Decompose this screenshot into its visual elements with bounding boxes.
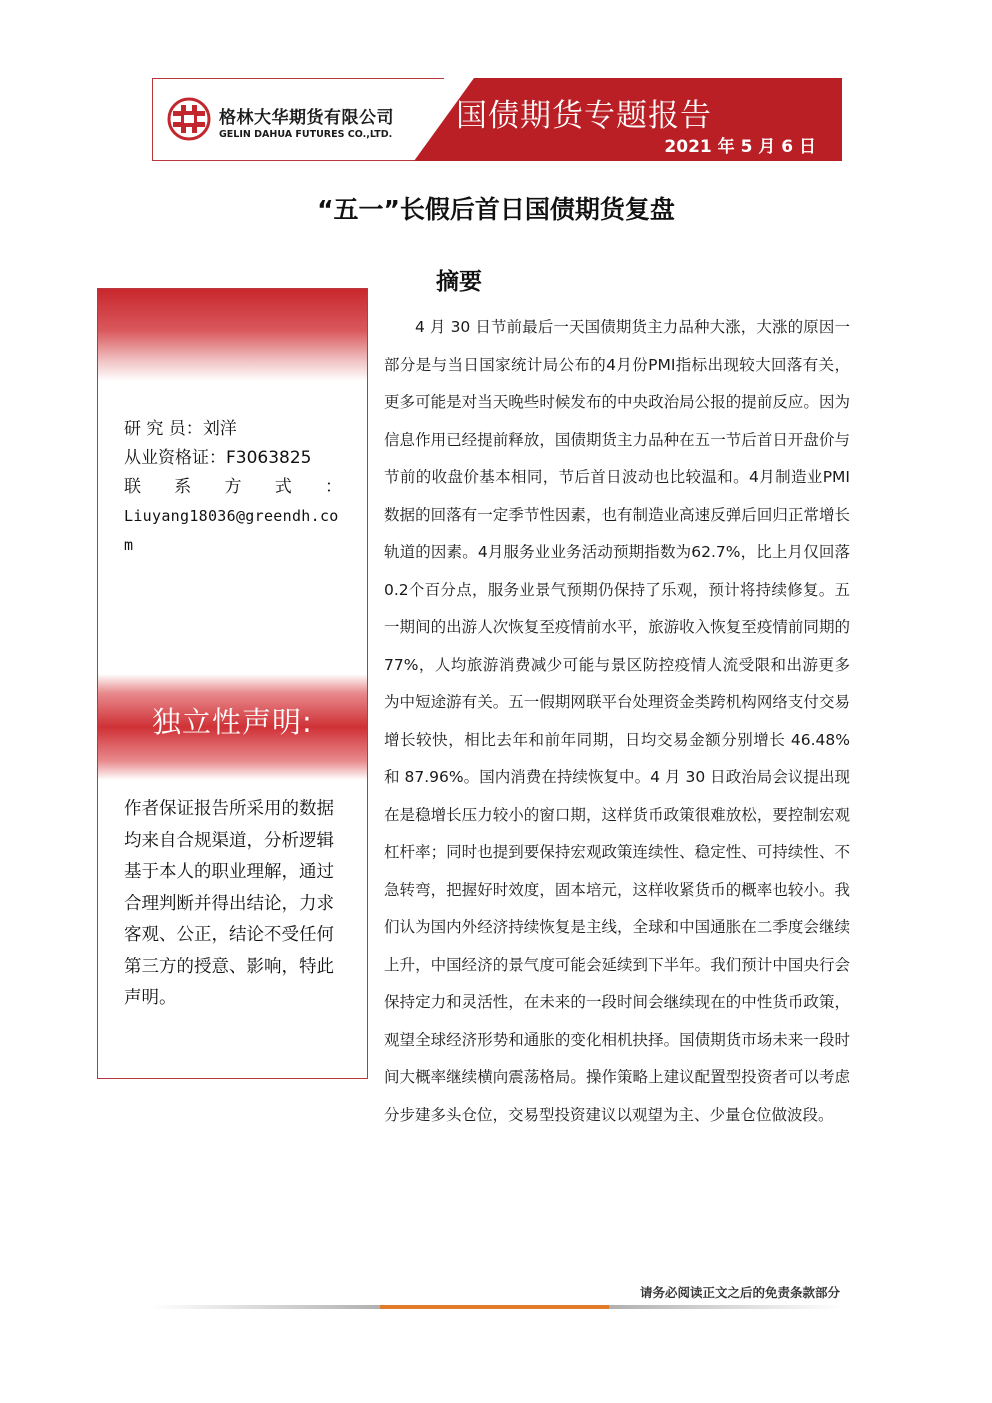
contact-char: 方 (224, 477, 242, 497)
researcher-label: 研 究 员： (124, 419, 203, 439)
footer-divider-segment-left (152, 1305, 380, 1309)
abstract-heading: 摘要 (436, 269, 482, 295)
gelin-dahua-logo-icon (167, 97, 211, 141)
footer-divider-segment-middle (380, 1305, 609, 1309)
company-name-en: GELIN DAHUA FUTURES CO.,LTD. (219, 129, 393, 140)
abstract-body (384, 309, 850, 1134)
researcher-row (124, 415, 352, 444)
researcher-name: 刘洋 (202, 419, 237, 439)
contact-email[interactable]: Liuyang18036@greendh.com (124, 507, 339, 554)
license-label: 从业资格证： (124, 448, 226, 468)
license-number: F3063825 (226, 448, 312, 468)
contact-label (124, 473, 342, 502)
researcher-info (124, 415, 352, 560)
independence-statement: 作者保证报告所采用的数据均来自合规渠道，分析逻辑基于本人的职业理解，通过合理判断并得出结论，力求客观、公正，结论不受任何第三方的授意、影响，特此声明。 (124, 799, 334, 1008)
company-panel (152, 78, 444, 161)
report-header (152, 78, 842, 161)
abstract-paragraph: 4 月 30 日节前最后一天国债期货主力品种大涨，大涨的原因一部分是与当日国家统计局公布的4月份PMI指标出现较大回落有关，更多可能是对当天晚些时候发布的中央政治局公报的提前反应。因为信息作用已经提前释放，国债期货主力品种在五一节后首日开盘价与节前的收盘价基本相同，节后首日波动也比较温和。4月制造业PMI数据的回落有一定季节性因素，也有制造业高速反弹后回归正常增长轨道的因素。4月服务业业务活动预期指数为62.7%，比上月仅回落0.2个百分点，服务业景气预期仍保持了乐观，预计将持续修复。五一期间的出游人次恢复至疫情前水平，旅游收入恢复至疫情前同期的77%，人均旅游消费减少可能与景区防控疫情人流受限和出游更多为中短途游有关。五一假期网联平台处理资金类跨机构网络支付交易增长较快，相比去年和前年同期，日均交易金额分别增长 46.48%和 87.96%。国内消费在持续恢复中。4 月 30 日政治局会议提出现在是稳增长压力较小的窗口期，这样货币政策很难放松，要控制宏观杠杆率；同时也提到要保持宏观政策连续性、稳定性、可持续性、不急转弯，把握好时效度，固本培元，这样收紧货币的概率也较小。我们认为国内外经济持续恢复是主线，全球和中国通胀在二季度会继续上升，中国经济的景气度可能会延续到下半年。我们预计中国央行会保持定力和灵活性，在未来的一段时间会继续现在的中性货币政策，观望全球经济形势和通胀的变化相机抉择。国债期货市场未来一段时间大概率继续横向震荡格局。操作策略上建议配置型投资者可以考虑分步建多头仓位，交易型投资建议以观望为主、少量仓位做波段。 (384, 318, 850, 1124)
company-name-cn: 格林大华期货有限公司 (219, 108, 394, 128)
contact-char: 系 (174, 477, 192, 497)
license-row (124, 444, 352, 473)
disclaimer-note: 请务必阅读正文之后的免责条款部分 (639, 1285, 840, 1300)
footer-divider (152, 1305, 842, 1309)
contact-char: 式 (274, 477, 292, 497)
contact-char: ： (325, 477, 342, 497)
contact-char: 联 (124, 477, 141, 497)
report-type: 国债期货专题报告 (456, 98, 712, 134)
page-title: “五一”长假后首日国债期货复盘 (317, 195, 675, 224)
author-sidebar (97, 288, 368, 1079)
independence-title: 独立性声明: (152, 705, 313, 739)
footer-divider-segment-right (609, 1305, 842, 1309)
report-date: 2021 年 5 月 6 日 (664, 137, 816, 157)
sidebar-top-banner (98, 289, 367, 381)
